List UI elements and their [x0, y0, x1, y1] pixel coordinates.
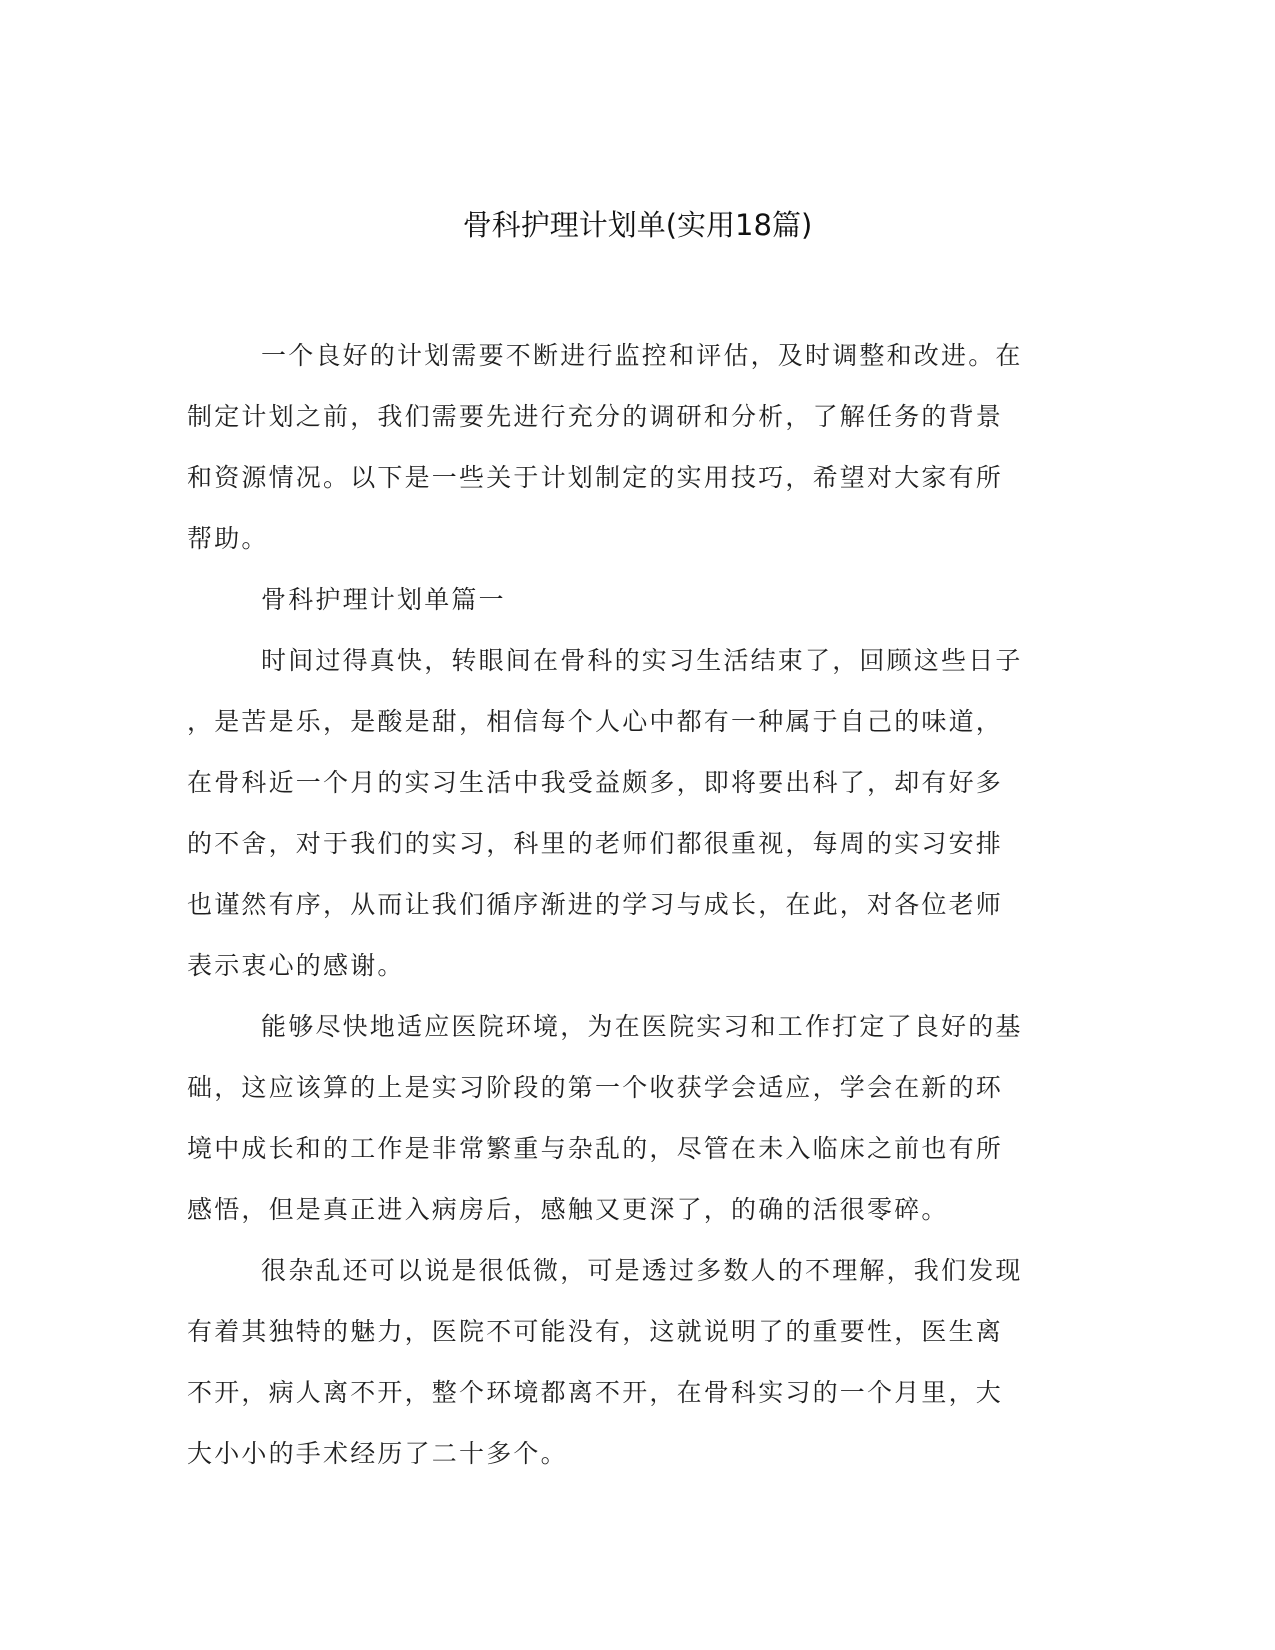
- text-line: 表示衷心的感谢。: [187, 951, 405, 980]
- text-line: 的不舍，对于我们的实习，科里的老师们都很重视，每周的实习安排: [187, 829, 1004, 858]
- text-line: 感悟，但是真正进入病房后，感触又更深了，的确的活很零碎。: [187, 1195, 949, 1224]
- section-heading: [187, 569, 1067, 630]
- text-line: 大小小的手术经历了二十多个。: [187, 1439, 568, 1468]
- text-line: 有着其独特的魅力，医院不可能没有，这就说明了的重要性，医生离: [187, 1317, 1004, 1346]
- section-heading-text: 骨科护理计划单篇一: [261, 585, 506, 614]
- text-line: 也谨然有序，从而让我们循序渐进的学习与成长，在此，对各位老师: [187, 890, 1004, 919]
- text-line: 一个良好的计划需要不断进行监控和评估，及时调整和改进。在: [261, 341, 1023, 370]
- intro-paragraph: [187, 325, 1067, 569]
- body-paragraph: [187, 630, 1067, 996]
- text-line: 不开，病人离不开，整个环境都离不开，在骨科实习的一个月里，大: [187, 1378, 1004, 1407]
- body-paragraph: [187, 1240, 1067, 1484]
- text-line: 很杂乱还可以说是很低微，可是透过多数人的不理解，我们发现: [261, 1256, 1023, 1285]
- document-title: 骨科护理计划单(实用18篇): [462, 208, 813, 242]
- text-line: 和资源情况。以下是一些关于计划制定的实用技巧，希望对大家有所: [187, 463, 1004, 492]
- text-line: 帮助。: [187, 524, 269, 553]
- text-line: 础，这应该算的上是实习阶段的第一个收获学会适应，学会在新的环: [187, 1073, 1004, 1102]
- text-line: 能够尽快地适应医院环境，为在医院实习和工作打定了良好的基: [261, 1012, 1023, 1041]
- body-paragraph: [187, 996, 1067, 1240]
- text-line: 在骨科近一个月的实习生活中我受益颇多，即将要出科了，却有好多: [187, 768, 1004, 797]
- text-line: 境中成长和的工作是非常繁重与杂乱的，尽管在未入临床之前也有所: [187, 1134, 1004, 1163]
- text-line: 时间过得真快，转眼间在骨科的实习生活结束了，回顾这些日子: [261, 646, 1023, 675]
- document-body: [187, 325, 1067, 1484]
- text-line: 制定计划之前，我们需要先进行充分的调研和分析，了解任务的背景: [187, 402, 1004, 431]
- text-line: ，是苦是乐，是酸是甜，相信每个人心中都有一种属于自己的味道，: [187, 707, 1004, 736]
